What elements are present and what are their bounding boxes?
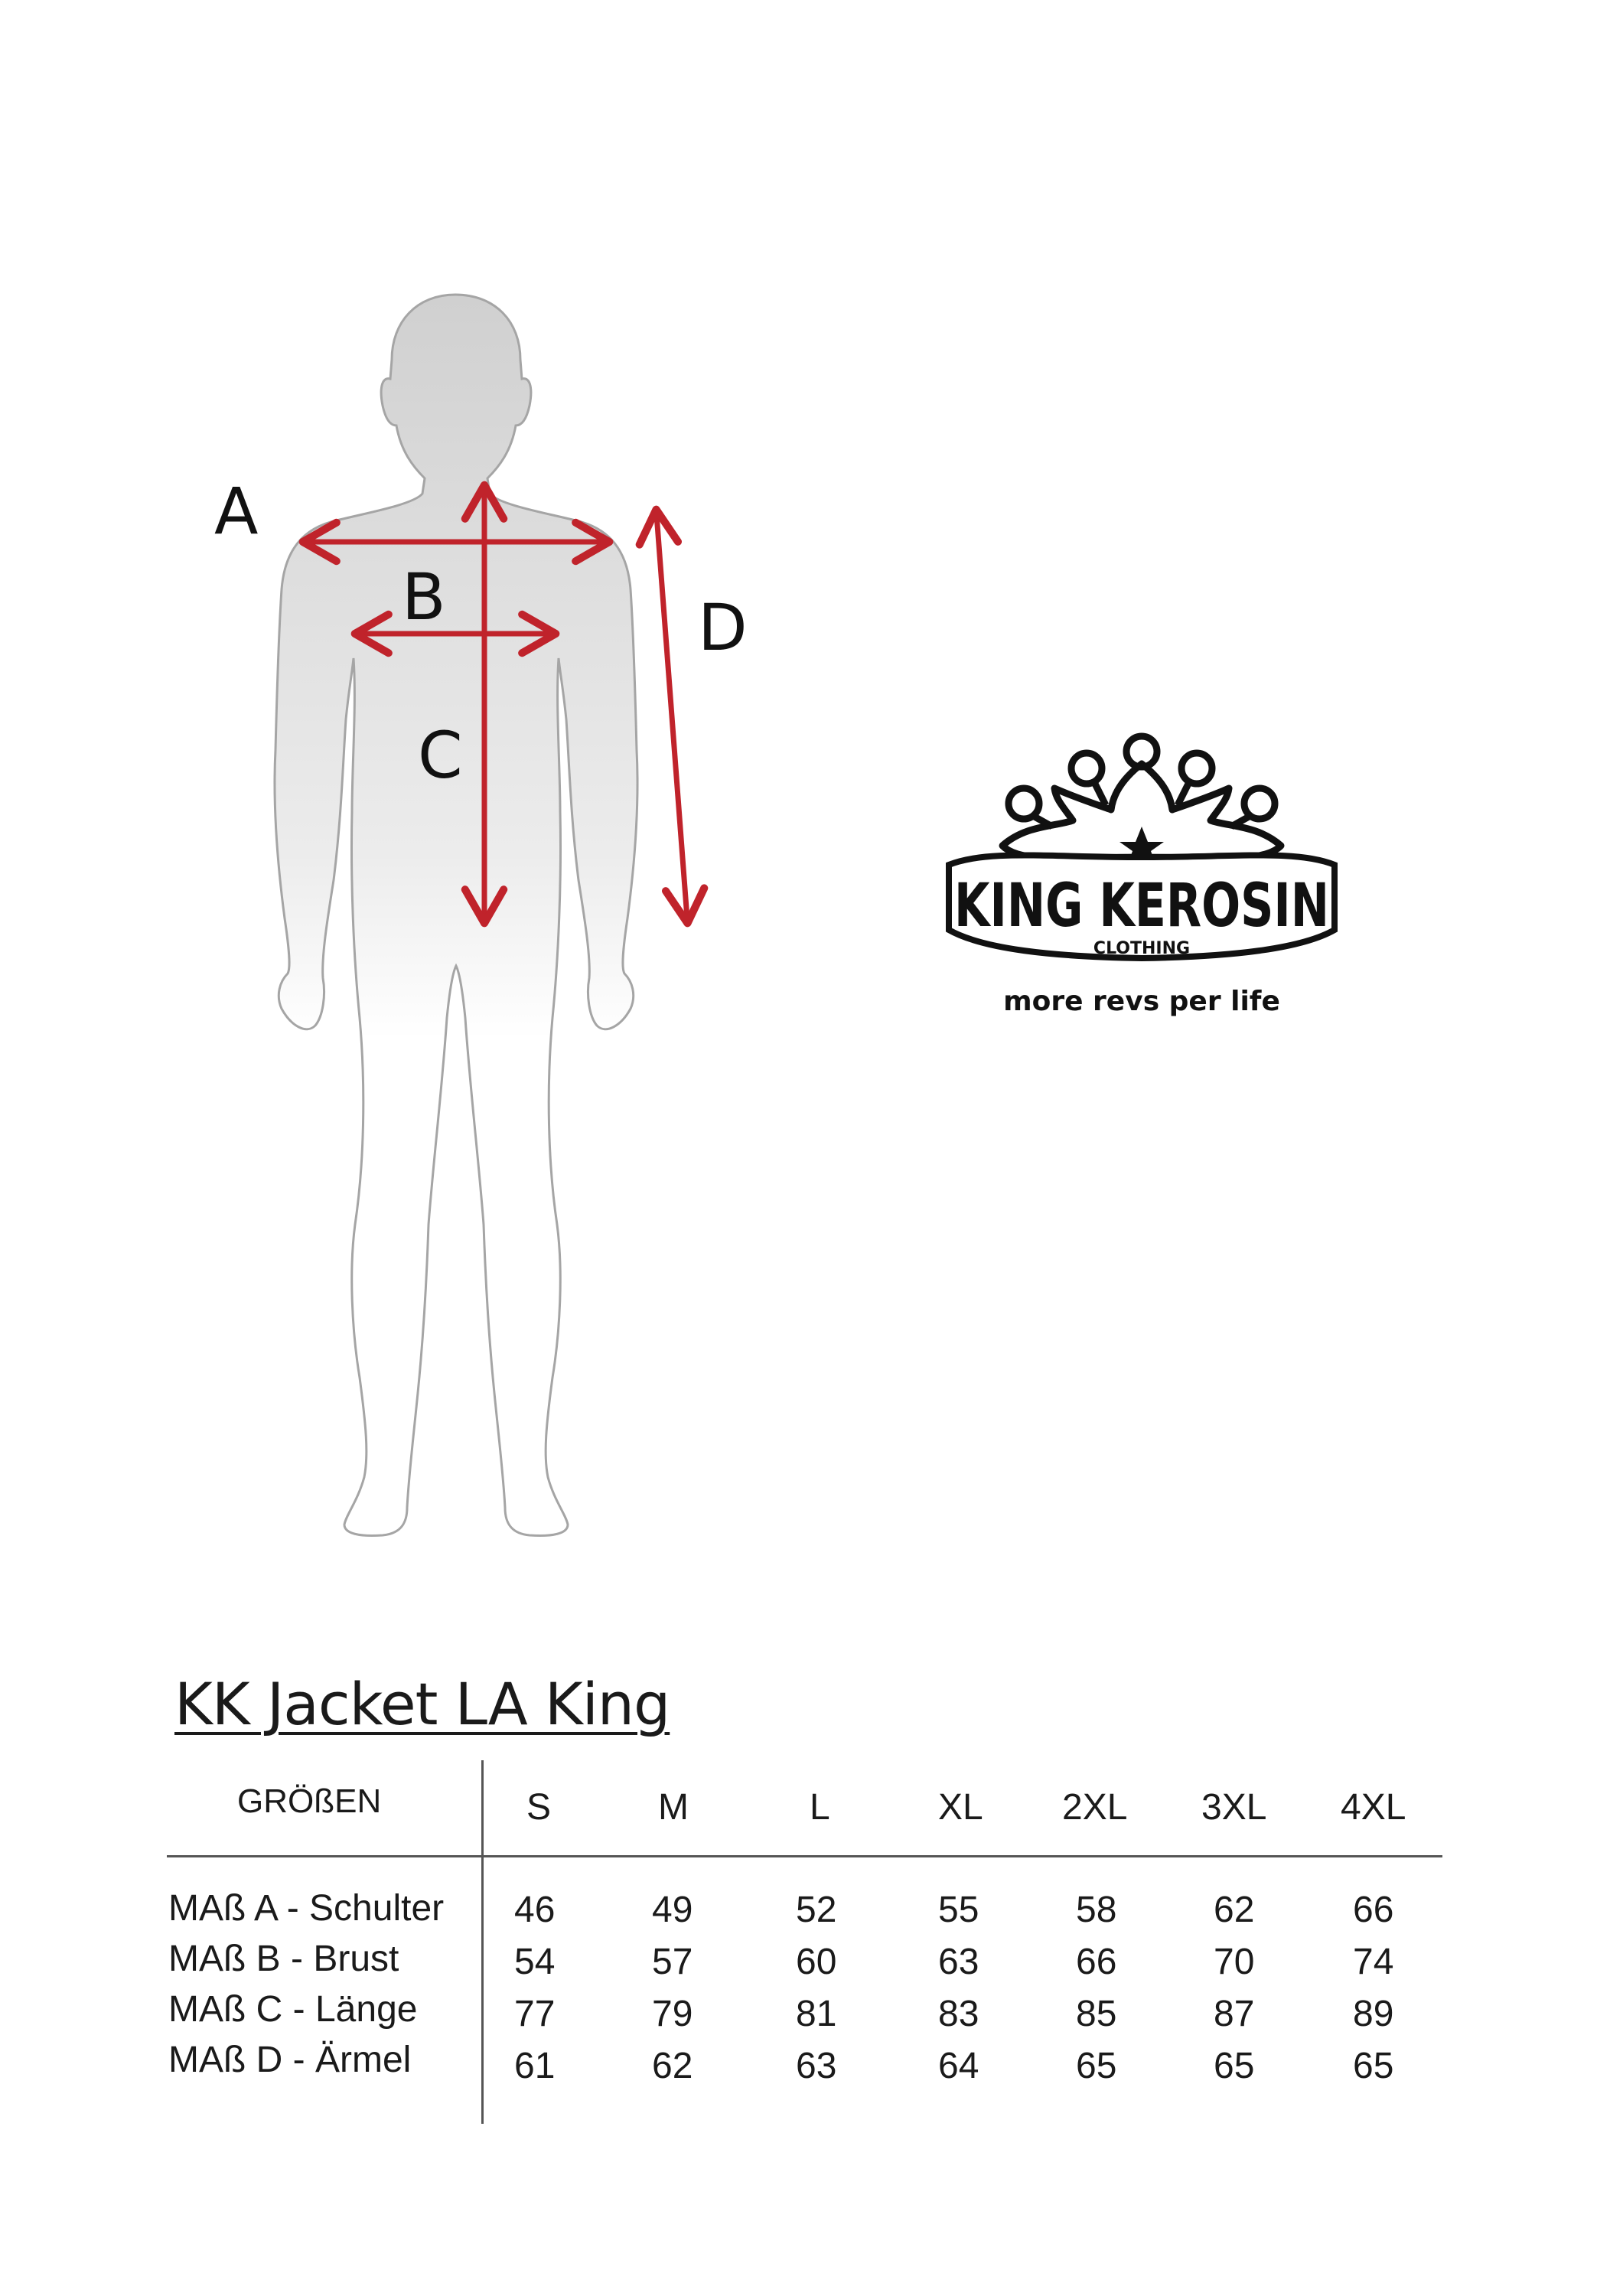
table-cell: 52 [796,1890,837,1930]
size-header: 4XL [1341,1787,1406,1828]
table-cell: 61 [514,2046,556,2086]
table-cell: 65 [1076,2046,1117,2086]
table-cell: 57 [652,1942,693,1982]
label-c: C [418,718,463,793]
table-cell: 55 [938,1890,979,1930]
row-label: MAß C - Länge [168,1989,418,2030]
size-header: XL [938,1787,983,1828]
table-title: KK Jacket LA King [174,1670,670,1738]
table-header-label: GRÖßEN [237,1782,382,1820]
table-cell: 63 [938,1942,979,1982]
size-header: M [658,1787,689,1828]
table-cell: 66 [1353,1890,1394,1930]
label-b: B [402,559,446,634]
table-cell: 89 [1353,1994,1394,2034]
column-divider [481,1760,484,2124]
table-cell: 58 [1076,1890,1117,1930]
table-cell: 60 [796,1942,837,1982]
table-cell: 46 [514,1890,556,1930]
table-cell: 87 [1214,1994,1255,2034]
table-cell: 64 [938,2046,979,2086]
table-cell: 79 [652,1994,693,2034]
table-cell: 70 [1214,1942,1255,1982]
table-cell: 74 [1353,1942,1394,1982]
table-cell: 62 [652,2046,693,2086]
label-d: D [698,590,748,665]
logo-brand-text: KING KEROSIN [954,872,1329,941]
size-header: L [810,1787,830,1828]
table-cell: 66 [1076,1942,1117,1982]
logo-sub-text: CLOTHING [1093,939,1191,958]
table-cell: 63 [796,2046,837,2086]
size-header: 2XL [1062,1787,1128,1828]
table-cell: 65 [1353,2046,1394,2086]
table-cell: 81 [796,1994,837,2034]
size-header: S [526,1787,552,1828]
label-a: A [214,474,259,549]
table-cell: 62 [1214,1890,1255,1930]
table-cell: 77 [514,1994,556,2034]
size-header: 3XL [1201,1787,1267,1828]
table-cell: 83 [938,1994,979,2034]
row-label: MAß D - Ärmel [168,2040,412,2080]
table-cell: 49 [652,1890,693,1930]
table-cell: 85 [1076,1994,1117,2034]
table-cell: 54 [514,1942,556,1982]
header-divider [167,1855,1442,1857]
row-label: MAß B - Brust [168,1939,399,1979]
logo-tagline: more revs per life [1003,986,1280,1017]
row-label: MAß A - Schulter [168,1888,445,1929]
table-cell: 65 [1214,2046,1255,2086]
